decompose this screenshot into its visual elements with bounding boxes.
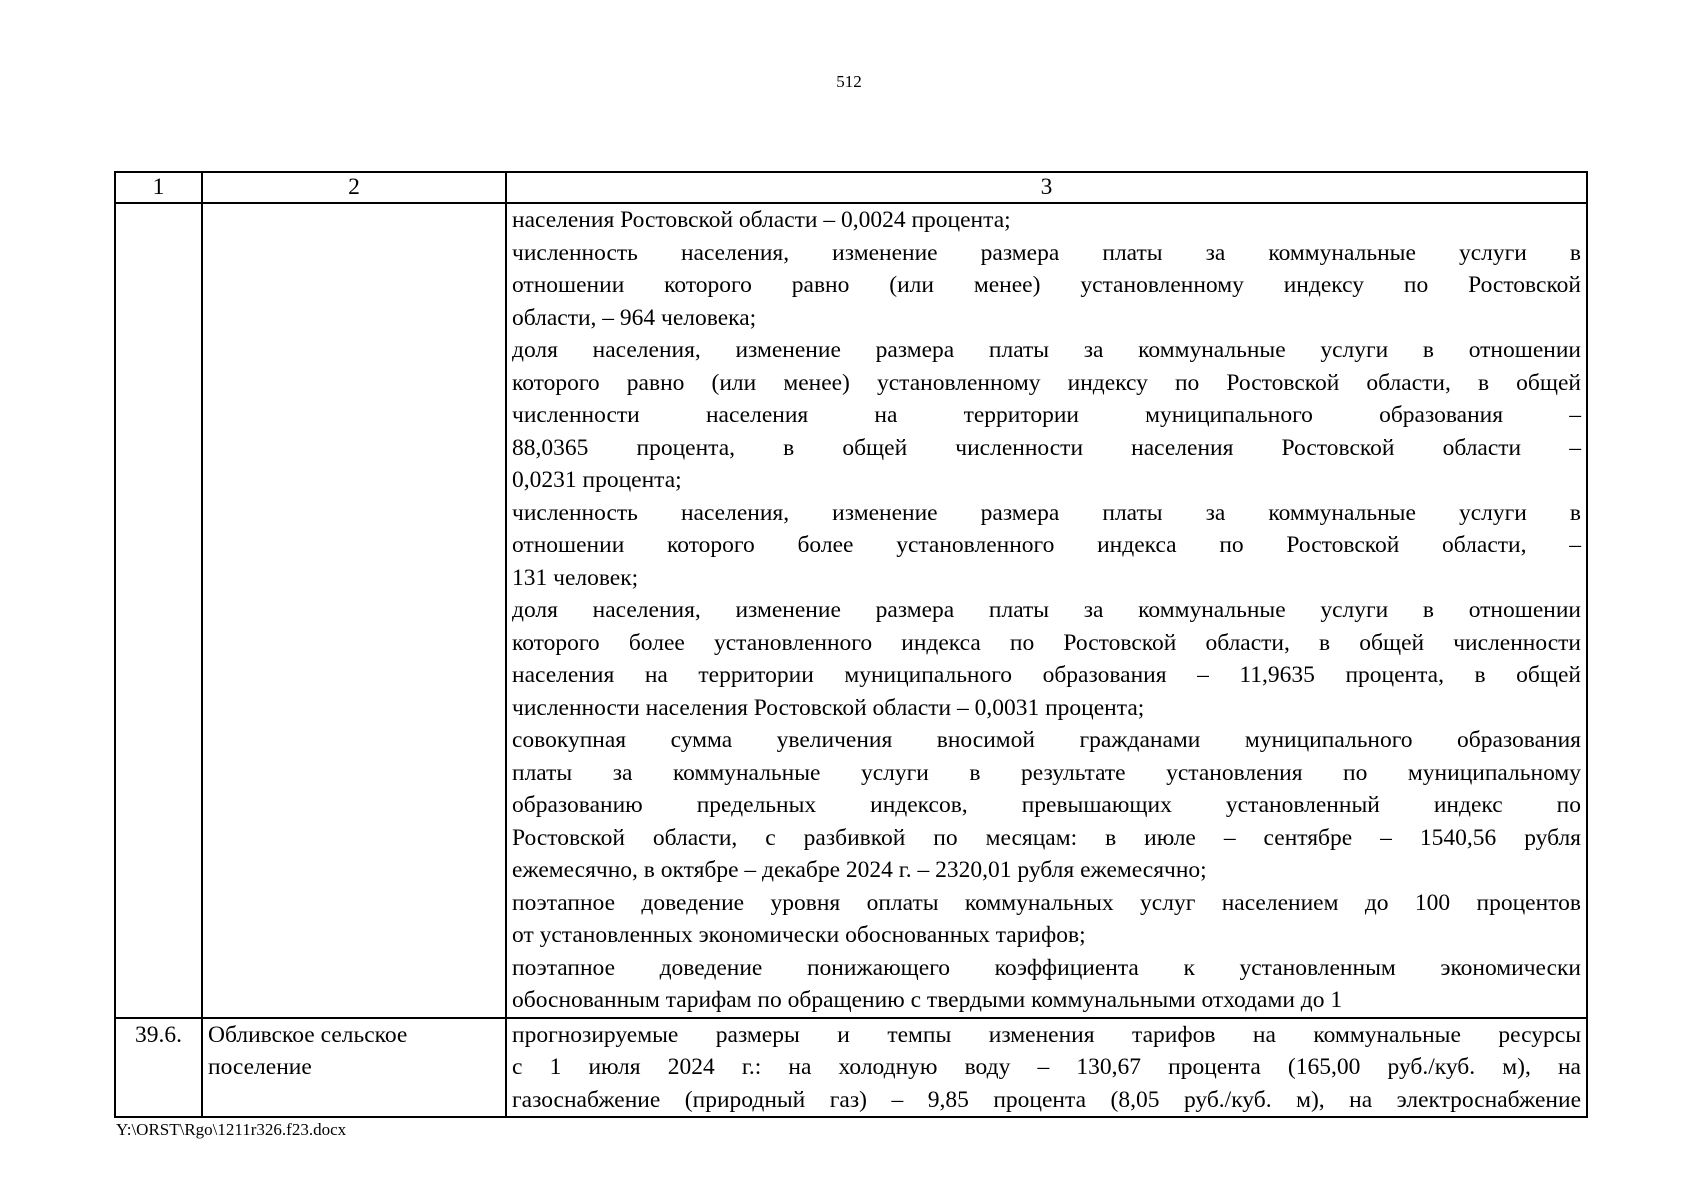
text-line: 88,0365 процента, в общей численности населения Ростовской области – [512, 434, 1581, 461]
text-line: от установленных экономически обоснованных тарифов; [512, 922, 1086, 948]
column-header: 2 [202, 172, 506, 203]
row-description [506, 203, 1587, 1018]
text-line: населения на территории муниципального образования – 11,9635 процента, в общей [512, 662, 1581, 688]
table-header-row [115, 172, 1587, 203]
text-line: платы за коммунальные услуги в результате установления по муниципальному [512, 759, 1581, 786]
text-line: Ростовской области, с разбивкой по месяцам: в июле – сентябре – 1540,56 рубля [512, 824, 1581, 851]
text-line: ежемесячно, в октябре – декабре 2024 г. – 2320,01 рубля ежемесячно; [512, 857, 1207, 883]
text-line: обоснованным тарифам по обращению с твердыми коммунальными отходами до 1 [512, 987, 1343, 1013]
text-line: населения Ростовской области – 0,0024 процента; [512, 207, 1011, 233]
tariff-table [114, 171, 1588, 1118]
text-line: 0,0231 процента; [512, 467, 682, 493]
municipality-name [202, 1018, 506, 1118]
text-line: совокупная сумма увеличения вносимой гражданами муниципального образования [512, 727, 1581, 753]
table-row [115, 1018, 1587, 1118]
text-line: которого более установленного индекса по Ростовской области, в общей численности [512, 629, 1581, 656]
text-line: численность населения, изменение размера платы за коммунальные услуги в [512, 499, 1581, 526]
text-line: 131 человек; [512, 564, 639, 591]
text-line: отношении которого равно (или менее) установленному индексу по Ростовской [512, 272, 1581, 298]
text-line: поэтапное доведение уровня оплаты коммунальных услуг населением до 100 процентов [512, 889, 1581, 916]
text-line: прогнозируемые размеры и темпы изменения тарифов на коммунальные ресурсы [512, 1021, 1581, 1048]
text-line: Обливское сельское [208, 1021, 408, 1048]
text-line: области, – 964 человека; [512, 304, 757, 331]
row-number: 39.6. [115, 1018, 202, 1118]
text-line: доля населения, изменение размера платы за коммунальные услуги в отношении [512, 597, 1581, 623]
row-description [506, 1018, 1587, 1118]
text-line: с 1 июля 2024 г.: на холодную воду – 130,67 процента (165,00 руб./куб. м), на [512, 1054, 1581, 1080]
text-line: отношении которого более установленного индекса по Ростовской области, – [512, 532, 1581, 558]
column-header: 3 [506, 172, 1587, 203]
column-header: 1 [115, 172, 202, 203]
text-line: газоснабжение (природный газ) – 9,85 процента (8,05 руб./куб. м), на электроснабжение [512, 1086, 1581, 1113]
text-line: численности населения на территории муниципального образования – [512, 402, 1581, 428]
text-line: поэтапное доведение понижающего коэффициента к установленным экономически [512, 954, 1581, 981]
text-line: поселение [208, 1054, 312, 1080]
text-line: численности населения Ростовской области – 0,0031 процента; [512, 694, 1145, 721]
row-number [115, 203, 202, 1018]
municipality-name [202, 203, 506, 1018]
text-line: образованию предельных индексов, превышающих установленный индекс по [512, 792, 1581, 818]
file-path-footer: Y:\ORST\Rgo\1211r326.f23.docx [116, 1120, 347, 1139]
text-line: численность населения, изменение размера платы за коммунальные услуги в [512, 239, 1581, 266]
page-number: 512 [836, 72, 862, 91]
text-line: которого равно (или менее) установленному индексу по Ростовской области, в общей [512, 369, 1581, 396]
table-row [115, 203, 1587, 1018]
text-line: доля населения, изменение размера платы за коммунальные услуги в отношении [512, 337, 1581, 363]
